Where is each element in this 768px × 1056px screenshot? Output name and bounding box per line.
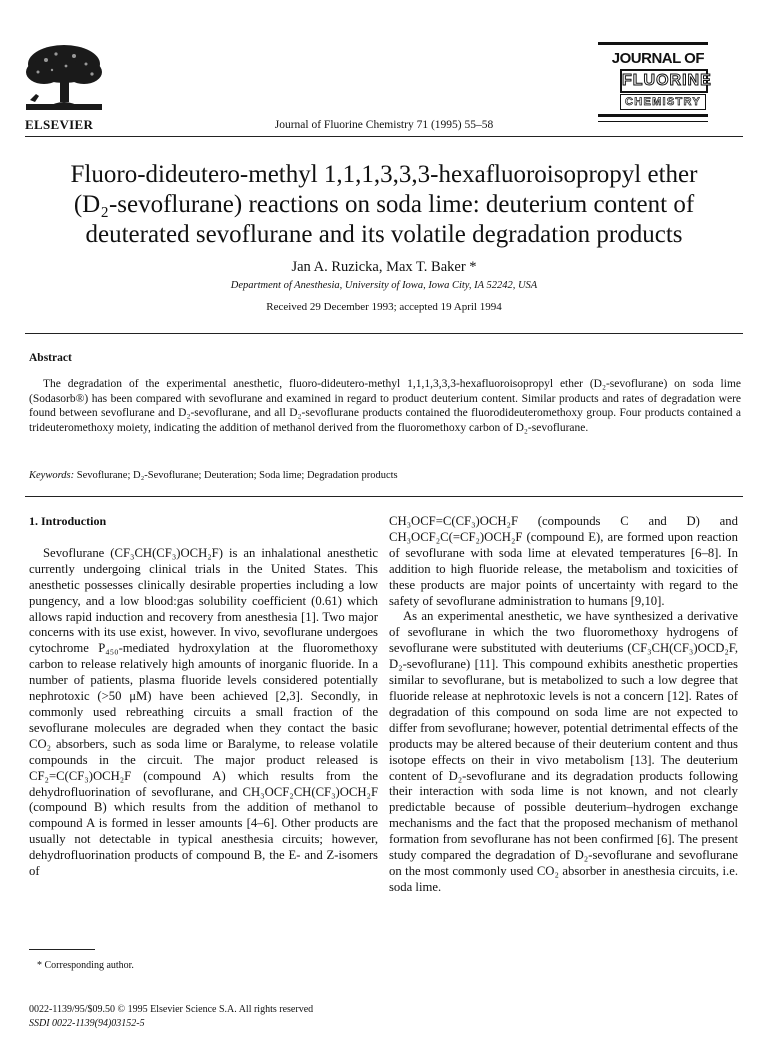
intro-paragraph: Sevoflurane (CF₃CH(CF₃)OCH₂F) is an inhalational anesthetic currently undergoing clinical trials in the United States. This anesthetic possesses clinically desirable properties including a low pungency, and a low blood:gas solubility coefficient (0.61) which allows rapid induction and recovery from anesthesia [1]. Two major concerns with its use exist, however. In vivo, sevoflurane undergoes cytochrome P₄₅₀-mediated hydroxylation at the fluoromethoxy carbon to release relatively high amounts of inorganic fluoride. In a number of patients, plasma fluoride levels considered potentially nephrotoxic (>50 μM) have been achieved [2,3]. Secondly, in commonly used rebreathing circuits a small fraction of the sevoflurane molecules are degraded when they contact the basic CO₂ absorbers, such as soda lime or Baralyme, to release volatile compounds in the circuit. The major product released is CF₂=C(CF₃)OCH₂F (compound A) which results from the dehydrofluorination of sevoflurane, and CH₃OCF₂CH(CF₃)OCH₂F (compound B) which results from the addition of methanol to compound A is formed in lesser amounts [4–6]. Other products are usually not detectable in typical anesthesia circuits; however, dehydrofluorination products of compound B, the E- and Z-isomers of	[29, 545, 378, 879]
right-column	[389, 514, 738, 896]
journal-masthead	[598, 42, 712, 126]
copyright-line: 0022-1139/95/$09.50 © 1995 Elsevier Science S.A. All rights reserved	[29, 1004, 314, 1015]
intro-paragraph-cont: CH₃OCF=C(CF₃)OCH₂F (compounds C and D) and CH₃OCF₂C(=CF₂)OCH₂F (compound E), are formed upon reaction of sevoflurane with soda lime at elevated temperatures [6–8]. In addition to high fluoride release, the metabolism and toxicities of these products are major points of uncertainty with regard to the safety of sevoflurane administration to humans [9,10].	[389, 514, 738, 608]
masthead-rule-mid	[598, 114, 708, 117]
copyright-block	[29, 1003, 313, 1031]
publisher-name: ELSEVIER	[25, 117, 94, 132]
keywords-label: Keywords:	[29, 470, 75, 481]
abstract-text: The degradation of the experimental anesthetic, fluoro-dideutero-methyl 1,1,1,3,3,3-hexafluoroisopropyl ether (D₂-sevoflurane) on soda lime (Sodasorb®) has been compared with sevoflurane and examined in regard to product deuterium content. Similar products and rates of degradation were found between sevoflurane and D₂-sevoflurane, and all D₂-sevoflurane products contained the fluorodideuteromethoxy group. Four products contained a trideuteromethoxy moiety, indicating the addition of methanol derived from the fluoromethoxy carbon of D₂-sevoflurane.	[29, 378, 741, 434]
keywords-list: Sevoflurane; D₂-Sevoflurane; Deuteration; Soda lime; Degradation products	[76, 470, 398, 481]
elsevier-tree-logo	[16, 42, 112, 114]
journal-citation: Journal of Fluorine Chemistry 71 (1995) 55–58	[274, 119, 494, 131]
masthead-journal-of: JOURNAL OF	[611, 50, 704, 67]
masthead-rule-bottom	[598, 121, 708, 122]
footnote-divider	[29, 949, 95, 950]
title-line-3: deuterated sevoflurane and its volatile degradation products	[85, 221, 683, 248]
author-list: Jan A. Ruzicka, Max T. Baker *	[291, 259, 477, 275]
affiliation: Department of Anesthesia, University of Iowa, Iowa City, IA 52242, USA	[230, 280, 538, 291]
keywords	[29, 470, 741, 481]
intro-paragraph-2: As an experimental anesthetic, we have synthesized a derivative of sevoflurane in which the two fluoromethoxy hydrogens of sevoflurane were substituted with deuteriums (CF₃CH(CF₃)OCD₂F, D₂-sevoflurane) [11]. This compound exhibits anesthetic properties similar to sevoflurane, but is metabolized to such a low degree that fluoride release at nephrotoxic levels is not a concern [12]. Rates of degradation of this compound on soda lime are not expected to differ from sevoflurane; however, potential detrimental effects of the products may be altered because of their deuterium content and thus isotope effects on their in vivo metabolism [13]. The deuterium content of D₂-sevoflurane and its degradation products following their interaction with soda lime is not known, and not clearly predictable because of possible deuterium–hydrogen exchange mechanisms and the fact that the proposed mechanism of methanol formation from sevoflurane has not been confirmed [6]. The present study compared the degradation of D₂-sevoflurane and sevoflurane on the most commonly used CO₂ absorber in anesthesia circuits, i.e. soda lime.	[389, 609, 738, 894]
ssdi-line: SSDI 0022-1139(94)03152-5	[29, 1018, 145, 1029]
received-dates: Received 29 December 1993; accepted 19 April 1994	[266, 301, 502, 313]
left-column	[29, 514, 378, 880]
abstract-divider	[25, 496, 743, 497]
section-heading: 1. Introduction	[29, 514, 107, 528]
title-divider	[25, 333, 743, 334]
title-line-2: (D₂-sevoflurane) reactions on soda lime: deuterium content of	[73, 191, 695, 218]
title-line-1: Fluoro-dideutero-methyl 1,1,1,3,3,3-hexafluoroisopropyl ether	[70, 161, 698, 188]
article-title	[30, 160, 738, 250]
masthead-chemistry: CHEMISTRY	[620, 94, 706, 110]
abstract-heading: Abstract	[29, 352, 72, 364]
corresponding-author-note: * Corresponding author.	[37, 960, 134, 971]
header-divider	[25, 136, 743, 137]
masthead-rule-top	[598, 42, 708, 45]
masthead-fluorine: FLUORINE	[620, 69, 708, 93]
